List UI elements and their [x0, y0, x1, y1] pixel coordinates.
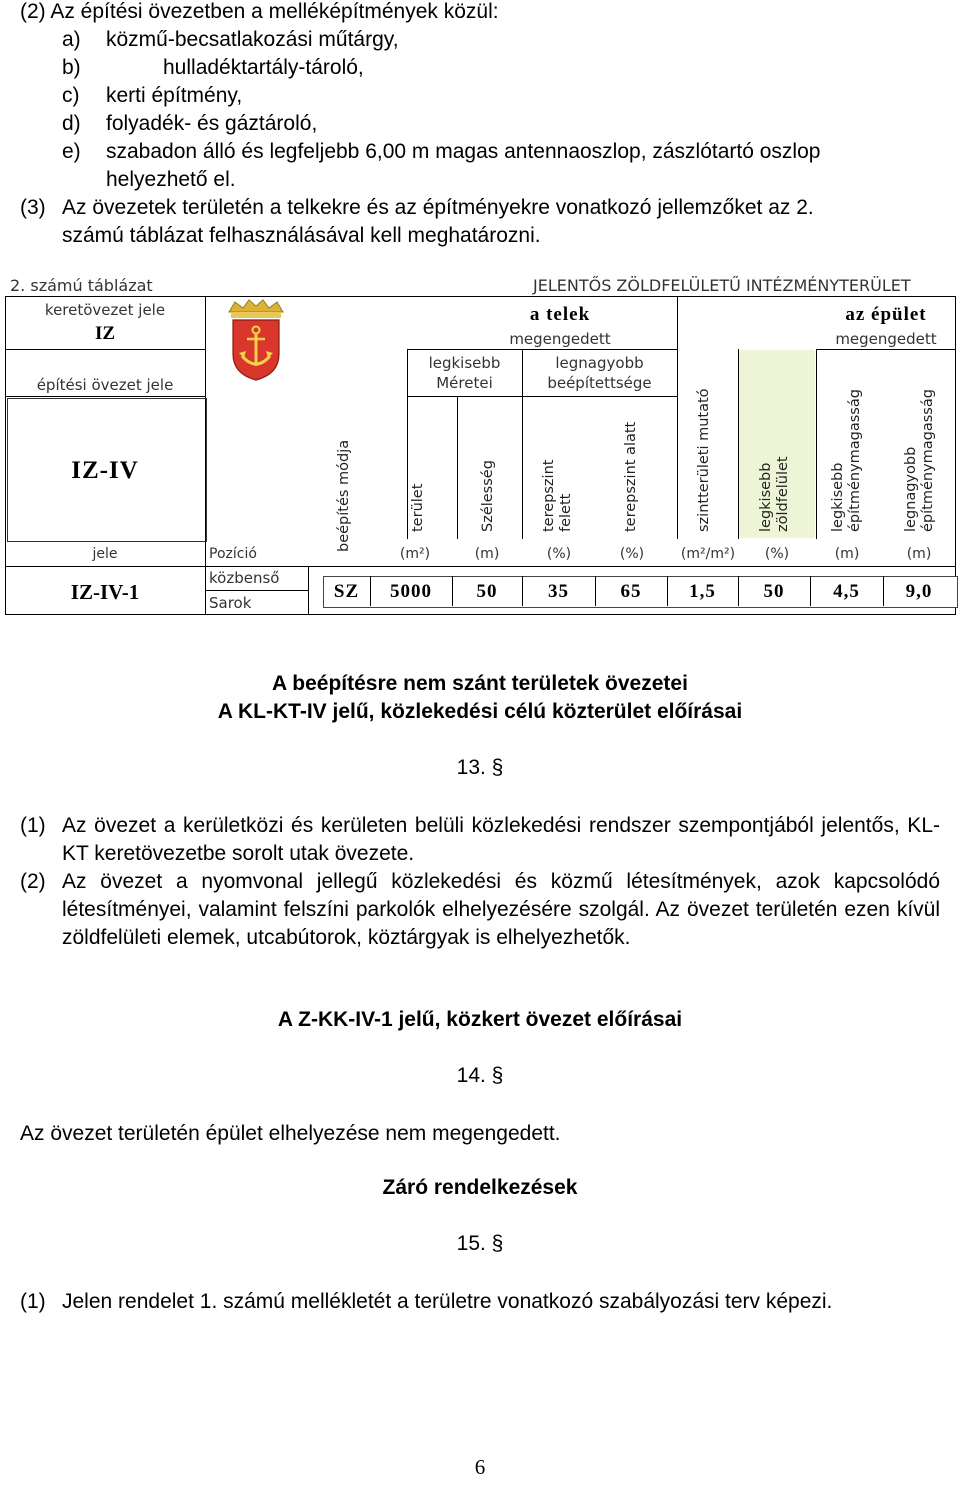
list-item-continuation: helyezhető el. [106, 168, 236, 191]
paragraph-text: Az övezet a nyomvonal jellegű közlekedési és közmű létesítmények, azok kapcsolódó létesítményei, valamint felszíni parkolók elhelyezésére szolgál. Az övezet területén ezen kívül zöldfelületi elemek, utcabútorok, köztárgyak is elhelyezhetők. [62, 870, 940, 949]
value-szintteruleti-mutato: 1,5 [689, 581, 716, 602]
value-terepszint-alatt: 65 [620, 581, 642, 602]
table-caption: 2. számú táblázat [10, 276, 153, 295]
section-number: 14. § [456, 1064, 504, 1087]
section-number: 15. § [456, 1232, 504, 1255]
unit-cell: (%) [546, 546, 572, 562]
unit-cell: (%) [764, 546, 790, 562]
paragraph-text: Jelen rendelet 1. számú mellékletét a területre vonatkozó szabályozási terv képezi. [62, 1290, 833, 1313]
unit-cell: (m) [474, 546, 500, 562]
section-heading: A Z-KK-IV-1 jelű, közkert övezet előírásai [277, 1008, 683, 1031]
value-szelesseg: 50 [476, 581, 498, 602]
value-terepszint-felett: 35 [548, 581, 569, 602]
jele-label: jele [92, 546, 118, 562]
keretovezet-label: keretövezet jele [44, 301, 166, 319]
para3-line1: Az övezetek területén a telkekre és az építményekre vonatkozó jellemzőket az 2. [62, 196, 814, 219]
col-felett-line2: felett [558, 493, 574, 532]
list-item: folyadék- és gáztároló, [106, 112, 318, 135]
para2-intro: (2) Az építési övezetben a melléképítmények közül: [20, 0, 499, 23]
unit-cell: (m²) [399, 546, 431, 562]
list-marker: e) [62, 140, 81, 163]
epitesi-ovezet-label: építési övezet jele [36, 376, 174, 394]
col-zold-line1: legkisebb [758, 462, 774, 532]
position-sarok: Sarok [209, 594, 252, 612]
epitesi-ovezet-value: IZ-IV [71, 457, 139, 484]
col-terulet: terület [410, 483, 426, 532]
page-number: 6 [474, 1455, 486, 1479]
col-maxh-line2: építménymagasság [920, 389, 936, 532]
unit-cell: (m²/m²) [680, 546, 736, 562]
list-item: szabadon álló és legfeljebb 6,00 m magas antennaoszlop, zászlótartó oszlop [106, 140, 821, 163]
keretovezet-value: IZ [94, 323, 116, 344]
paragraph-marker: (1) [20, 814, 46, 837]
paragraph-text: Az övezet területén épület elhelyezése nem megengedett. [20, 1122, 561, 1145]
section-heading: A KL-KT-IV jelű, közlekedési célú közterület előírásai [217, 700, 743, 723]
value-min-epitmenymagassag: 4,5 [833, 581, 860, 602]
zone-title: JELENTŐS ZÖLDFELÜLETŰ INTÉZMÉNYTERÜLET [533, 276, 911, 295]
section-heading: Záró rendelkezések [382, 1176, 578, 1199]
beepitettseg-header-2: beépítettsége [547, 374, 652, 392]
col-beepites-modja: beépítés módja [336, 439, 352, 552]
col-terepszint-alatt: terepszint alatt [623, 421, 639, 532]
col-minh-line2: építménymagasság [847, 389, 863, 532]
unit-cell: (m) [834, 546, 860, 562]
unit-cell: (%) [619, 546, 645, 562]
list-item: hulladéktartály-tároló, [163, 56, 364, 79]
coat-of-arms-icon [225, 298, 287, 382]
epulet-subtitle: megengedett [835, 330, 937, 348]
value-max-epitmenymagassag: 9,0 [905, 581, 933, 602]
meretei-header-2: Méretei [436, 374, 493, 392]
col-zold-line2: zöldfelület [775, 456, 791, 532]
section-number: 13. § [456, 756, 504, 779]
epulet-title: az épület [845, 304, 927, 325]
col-maxh-line1: legnagyobb [903, 446, 919, 532]
col-szelesseg: Szélesség [480, 460, 496, 532]
row-code: IZ-IV-1 [70, 580, 140, 604]
para3-line2: számú táblázat felhasználásával kell meghatározni. [62, 224, 541, 247]
value-zoldfelulet: 50 [763, 581, 785, 602]
telek-subtitle: megengedett [509, 330, 611, 348]
col-minh-line1: legkisebb [830, 462, 846, 532]
telek-title: a telek [529, 304, 591, 325]
meretei-header-1: legkisebb [428, 354, 501, 372]
beepitettseg-header-1: legnagyobb [555, 354, 644, 372]
value-terulet: 5000 [390, 581, 432, 602]
paragraph-marker: (2) [20, 870, 46, 893]
list-marker: a) [62, 28, 81, 51]
list-item: kerti építmény, [106, 84, 243, 107]
list-marker: c) [62, 84, 80, 107]
value-beepites-modja: SZ [333, 581, 360, 602]
pozicio-label: Pozíció [209, 546, 257, 562]
para3-marker: (3) [20, 196, 46, 219]
paragraph-text: Az övezet a kerületközi és kerületen belüli közlekedési rendszer szempontjából jelentős, KL-KT keretövezetbe sorolt utak övezete. [62, 814, 940, 865]
list-marker: d) [62, 112, 81, 135]
section-heading: A beépítésre nem szánt területek övezetei [272, 672, 688, 695]
position-kozbenso: közbenső [209, 569, 280, 587]
list-item: közmű-becsatlakozási műtárgy, [106, 28, 399, 51]
col-szintteruleti-mutato: szintterületi mutató [696, 388, 712, 532]
unit-cell: (m) [906, 546, 932, 562]
col-felett-line1: terepszint [541, 459, 557, 532]
paragraph-marker: (1) [20, 1290, 46, 1313]
list-marker: b) [62, 56, 81, 79]
